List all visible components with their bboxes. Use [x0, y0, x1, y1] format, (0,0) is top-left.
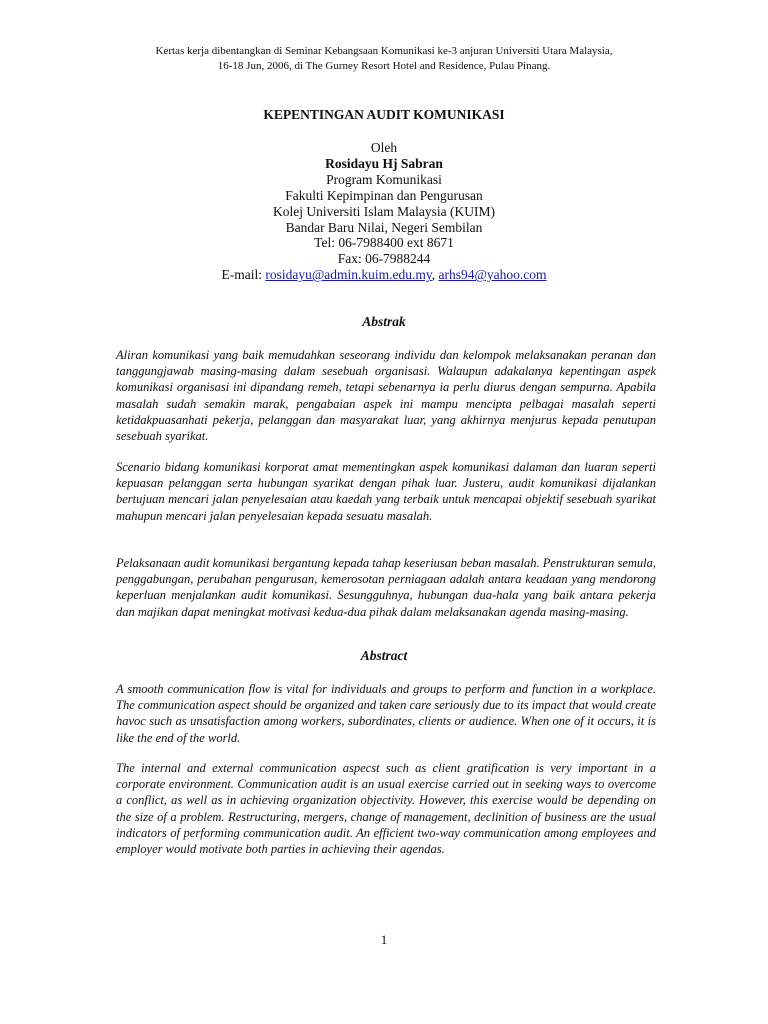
author-fax: Fax: 06-7988244 — [337, 251, 431, 267]
page-number: 1 — [380, 932, 388, 947]
email-link-1[interactable]: rosidayu@admin.kuim.edu.my — [265, 267, 432, 283]
abstract-paragraph-1: A smooth communication flow is vital for individuals and groups to perform and function in a workplace. The communication aspect should be organized and taken care seriously due to its impact that would create havoc such as unsatisfaction among workers, subordinates, clients or audience. When one of it occurs, it is like the end of the world. — [116, 682, 656, 745]
author-faculty: Fakulti Kepimpinan dan Pengurusan — [285, 187, 483, 203]
conference-note-line-2: 16-18 Jun, 2006, di The Gurney Resort Hotel and Residence, Pulau Pinang. — [217, 60, 551, 72]
author-program: Program Komunikasi — [326, 171, 442, 187]
author-name: Rosidayu Hj Sabran — [325, 155, 443, 171]
conference-note — [0, 44, 768, 74]
author-address: Bandar Baru Nilai, Negeri Sembilan — [285, 219, 483, 235]
conference-note-line-1: Kertas kerja dibentangkan di Seminar Kebangsaan Komunikasi ke-3 anjuran Universiti Utara Malaysia, — [155, 45, 613, 57]
abstrak-paragraph-3: Pelaksanaan audit komunikasi bergantung kepada tahap keseriusan beban masalah. Penstrukturan semula, penggabungan, perubahan pengurusan, kemerosotan perniagaan adalah antara keadaan yang mendorong keperluan menjalankan audit komunikasi. Sesungguhnya, hubungan dua-hala yang baik antara pekerja dan majikan dapat meningkat motivasi kedua-dua pihak dalam melaksanakan agenda masing-masing. — [116, 556, 656, 619]
author-email-line — [0, 267, 768, 283]
author-college: Kolej Universiti Islam Malaysia (KUIM) — [273, 203, 495, 219]
abstrak-paragraph-1: Aliran komunikasi yang baik memudahkan seseorang individu dan kelompok melaksanakan peranan dan tanggungjawab masing-masing dalam sesebuah organisasi. Walaupun adakalanya kepentingan aspek komunikasi organisasi ini dipandang remeh, tetapi sebenarnya ia perlu diurus dengan sempurna. Apabila masalah sudah semakin marak, pengabaian aspek ini mampu mencipta pelbagai masalah seperti ketidakpuasanhati pekerja, pelanggan dan masyarakat luar, yang akhirnya menjurus kepada penutupan sesebuah syarikat. — [116, 348, 656, 444]
paper-title: KEPENTINGAN AUDIT KOMUNIKASI — [263, 107, 505, 122]
author-by: Oleh — [370, 140, 398, 155]
abstrak-heading: Abstrak — [362, 314, 406, 329]
abstract-paragraph-2: The internal and external communication aspecst such as client gratification is very important in a corporate environment. Communication audit is an usual exercise carried out in seeking ways to overcome a conflict, as well as in achieving organization objectivity. However, this exercise would be depending on the size of a problem. Restructuring, mergers, change of management, declinition of business are the usual indicators of performing communication audit. An efficient two-way communication among employees and employer would motivate both parties in achieving their agendas. — [116, 761, 656, 857]
abstract-heading: Abstract — [360, 648, 408, 663]
abstrak-paragraph-2: Scenario bidang komunikasi korporat amat mementingkan aspek komunikasi dalaman dan luaran seperti kepuasan pelanggan serta hubungan syarikat dengan pihak luar. Justeru, audit komunikasi dijalankan bertujuan mencari jalan penyelesaian atau kaedah yang terbaik untuk mencapai objektif sesebuah syarikat mahupun mencari jalan penyelesaian kepada sesuatu masalah. — [116, 460, 656, 523]
email-separator: , — [431, 267, 439, 283]
email-label: E-mail: — [221, 267, 266, 283]
author-block — [0, 140, 768, 283]
author-tel: Tel: 06-7988400 ext 8671 — [314, 235, 454, 251]
email-link-2[interactable]: arhs94@yahoo.com — [438, 267, 547, 283]
